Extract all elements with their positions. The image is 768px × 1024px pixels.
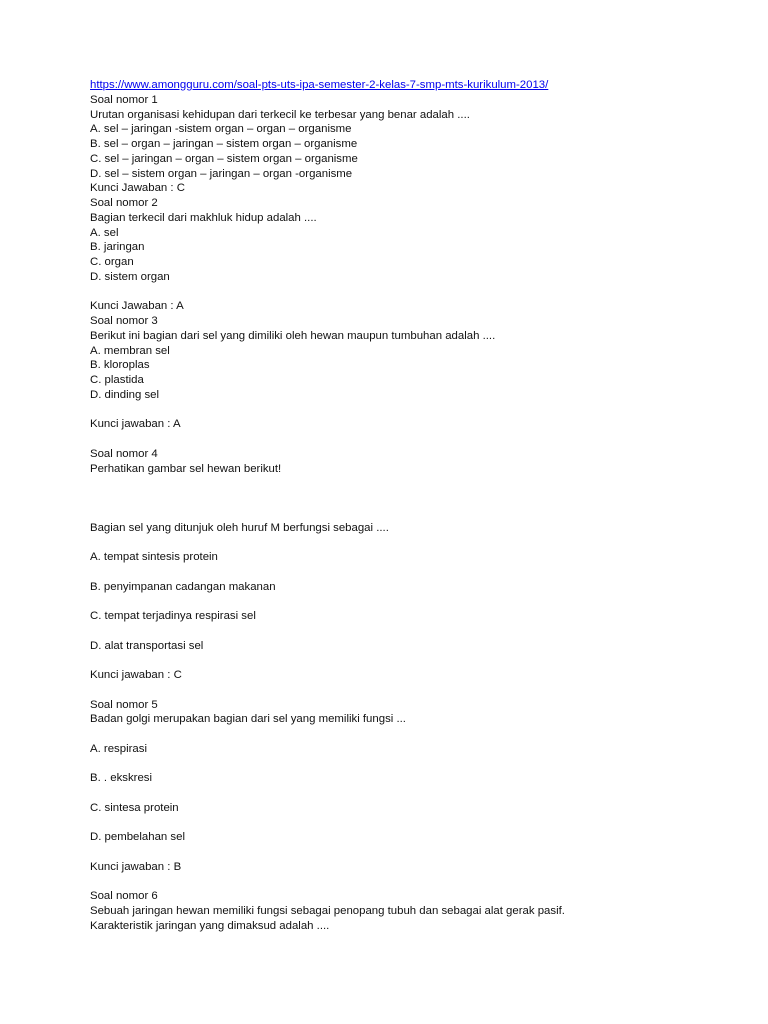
source-link[interactable]: https://www.amongguru.com/soal-pts-uts-ipa-semester-2-kelas-7-smp-mts-kurikulum-2013/	[90, 79, 549, 91]
q6-question-line-1: Sebuah jaringan hewan memiliki fungsi sebagai penopang tubuh dan sebagai alat gerak pasif.	[90, 905, 565, 917]
q6-question-line-2: Karakteristik jaringan yang dimaksud adalah ....	[90, 919, 330, 932]
q1-title: Soal nomor 1	[90, 93, 158, 106]
image-placeholder-space	[90, 476, 730, 520]
q4-option-c: C. tempat terjadinya respirasi sel	[90, 610, 256, 622]
spacer	[90, 285, 730, 300]
q5-option-a: A. respirasi	[90, 742, 147, 755]
q1-question: Urutan organisasi kehidupan dari terkecil ke terbesar yang benar adalah ....	[90, 108, 470, 121]
q6-title: Soal nomor 6	[90, 890, 158, 903]
q2-option-a: A. sel	[90, 226, 119, 239]
spacer	[90, 624, 730, 639]
q2-question: Bagian terkecil dari makhluk hidup adalah ....	[90, 211, 317, 224]
q4-answer: Kunci jawaban : C	[90, 669, 182, 681]
spacer	[90, 565, 730, 580]
q3-option-b: B. kloroplas	[90, 359, 150, 372]
q1-option-a: A. sel – jaringan -sistem organ – organ – organisme	[90, 123, 352, 136]
spacer	[90, 786, 730, 801]
spacer	[90, 727, 730, 742]
q4-question: Bagian sel yang ditunjuk oleh huruf M berfungsi sebagai ....	[90, 521, 389, 534]
spacer	[90, 875, 730, 890]
q2-title: Soal nomor 2	[90, 197, 158, 209]
q2-option-c: C. organ	[90, 256, 134, 268]
q5-option-d: D. pembelahan sel	[90, 831, 185, 844]
q1-option-d: D. sel – sistem organ – jaringan – organ -organisme	[90, 167, 353, 180]
q3-title: Soal nomor 3	[90, 315, 158, 327]
q3-answer: Kunci jawaban : A	[90, 418, 181, 431]
spacer	[90, 816, 730, 831]
q2-option-d: D. sistem organ	[90, 270, 170, 283]
q5-title: Soal nomor 5	[90, 698, 158, 711]
spacer	[90, 757, 730, 772]
q2-answer: Kunci Jawaban : A	[90, 300, 184, 313]
q5-option-b: B. . ekskresi	[90, 772, 153, 785]
q1-answer: Kunci Jawaban : C	[90, 182, 185, 195]
q3-option-c: C. plastida	[90, 374, 144, 386]
q3-question: Berikut ini bagian dari sel yang dimiliki oleh hewan maupun tumbuhan adalah ....	[90, 329, 496, 342]
spacer	[90, 432, 730, 447]
q4-option-d: D. alat transportasi sel	[90, 639, 204, 652]
q5-answer: Kunci jawaban : B	[90, 860, 182, 873]
spacer	[90, 653, 730, 668]
q4-option-a: A. tempat sintesis protein	[90, 551, 218, 563]
q4-title: Soal nomor 4	[90, 447, 158, 460]
q4-intro: Perhatikan gambar sel hewan berikut!	[90, 462, 282, 475]
q3-option-d: D. dinding sel	[90, 388, 160, 401]
spacer	[90, 403, 730, 418]
spacer	[90, 594, 730, 609]
q3-option-a: A. membran sel	[90, 344, 170, 357]
spacer	[90, 845, 730, 860]
spacer	[90, 535, 730, 550]
document-page	[90, 78, 730, 934]
q1-option-b: B. sel – organ – jaringan – sistem organ – organisme	[90, 138, 358, 150]
spacer	[90, 683, 730, 698]
q2-option-b: B. jaringan	[90, 241, 145, 254]
q5-question: Badan golgi merupakan bagian dari sel yang memiliki fungsi ...	[90, 713, 406, 726]
q4-option-b: B. penyimpanan cadangan makanan	[90, 580, 276, 593]
q5-option-c: C. sintesa protein	[90, 801, 179, 814]
q1-option-c: C. sel – jaringan – organ – sistem organ – organisme	[90, 152, 358, 165]
